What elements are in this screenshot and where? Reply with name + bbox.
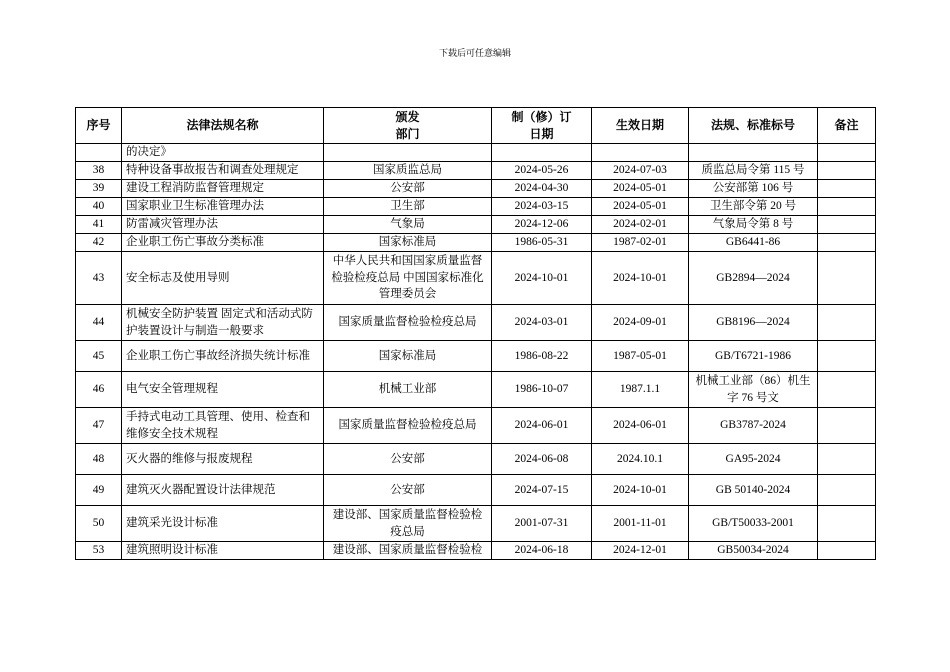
table-row (76, 341, 876, 372)
cell-name: 建筑采光设计标准 (122, 506, 324, 542)
cell-code: GB50034-2024 (689, 542, 818, 560)
cell-dept: 国家标准局 (324, 234, 492, 252)
cell-code: 卫生部令第 20 号 (689, 198, 818, 216)
table-row (76, 305, 876, 341)
cell-code (689, 144, 818, 162)
cell-code: GB8196—2024 (689, 305, 818, 341)
col-header-date-line1: 制（修）订 (511, 110, 572, 124)
cell-effective: 2024-12-01 (592, 542, 689, 560)
cell-name: 企业职工伤亡事故经济损失统计标准 (122, 341, 324, 372)
cell-made: 2024-03-01 (492, 305, 592, 341)
cell-seq: 49 (76, 475, 122, 506)
cell-effective: 2024-10-01 (592, 475, 689, 506)
cell-made: 2024-06-01 (492, 408, 592, 444)
cell-seq: 48 (76, 444, 122, 475)
cell-dept: 公安部 (324, 444, 492, 475)
cell-effective: 2024-10-01 (592, 252, 689, 305)
cell-name: 建筑灭火器配置设计法律规范 (122, 475, 324, 506)
col-header-made-date (492, 108, 592, 144)
cell-note (818, 444, 876, 475)
cell-effective: 2024-05-01 (592, 180, 689, 198)
cell-note (818, 475, 876, 506)
header-note: 下载后可任意编辑 (438, 48, 511, 58)
cell-name: 防雷减灾管理办法 (122, 216, 324, 234)
cell-made: 2024-07-15 (492, 475, 592, 506)
cell-made: 2024-04-30 (492, 180, 592, 198)
cell-code: GB2894—2024 (689, 252, 818, 305)
cell-note (818, 305, 876, 341)
table-row (76, 408, 876, 444)
cell-dept: 国家质监总局 (324, 162, 492, 180)
cell-note (818, 198, 876, 216)
cell-effective: 1987.1.1 (592, 372, 689, 408)
cell-dept: 国家标准局 (324, 341, 492, 372)
cell-name: 国家职业卫生标准管理办法 (122, 198, 324, 216)
cell-code: 气象局令第 8 号 (689, 216, 818, 234)
col-header-seq: 序号 (76, 108, 122, 144)
cell-seq: 40 (76, 198, 122, 216)
cell-note (818, 162, 876, 180)
cell-code: 机械工业部（86）机生字 76 号文 (689, 372, 818, 408)
cell-note (818, 216, 876, 234)
col-header-name: 法律法规名称 (122, 108, 324, 144)
cell-effective: 1987-02-01 (592, 234, 689, 252)
cell-dept: 中华人民共和国国家质量监督检验检疫总局 中国国家标准化管理委员会 (324, 252, 492, 305)
table-row (76, 372, 876, 408)
cell-made: 2024-03-15 (492, 198, 592, 216)
cell-note (818, 234, 876, 252)
cell-code: GB/T6721-1986 (689, 341, 818, 372)
cell-seq: 53 (76, 542, 122, 560)
table-row (76, 475, 876, 506)
table-header-row (76, 108, 876, 144)
table-row (76, 216, 876, 234)
cell-seq: 50 (76, 506, 122, 542)
cell-made (492, 144, 592, 162)
cell-dept: 气象局 (324, 216, 492, 234)
cell-made: 1986-05-31 (492, 234, 592, 252)
cell-seq: 47 (76, 408, 122, 444)
col-header-dept (324, 108, 492, 144)
cell-name: 特种设备事故报告和调查处理规定 (122, 162, 324, 180)
table-row (76, 444, 876, 475)
cell-effective: 2024-09-01 (592, 305, 689, 341)
cell-code: 质监总局令第 115 号 (689, 162, 818, 180)
cell-made: 2024-06-08 (492, 444, 592, 475)
cell-seq: 44 (76, 305, 122, 341)
cell-seq: 38 (76, 162, 122, 180)
cell-note (818, 372, 876, 408)
cell-made: 2024-12-06 (492, 216, 592, 234)
cell-code: 公安部第 106 号 (689, 180, 818, 198)
cell-note (818, 542, 876, 560)
cell-effective: 1987-05-01 (592, 341, 689, 372)
cell-code: GB 50140-2024 (689, 475, 818, 506)
cell-name: 灭火器的维修与报废规程 (122, 444, 324, 475)
cell-note (818, 252, 876, 305)
cell-effective: 2024-05-01 (592, 198, 689, 216)
cell-note (818, 341, 876, 372)
cell-dept: 公安部 (324, 180, 492, 198)
cell-name: 机械安全防护装置 固定式和活动式防护装置设计与制造一般要求 (122, 305, 324, 341)
col-header-code: 法规、标准标号 (689, 108, 818, 144)
cell-dept: 卫生部 (324, 198, 492, 216)
table-row (76, 144, 876, 162)
cell-name: 手持式电动工具管理、使用、检查和维修安全技术规程 (122, 408, 324, 444)
cell-name: 的决定》 (122, 144, 324, 162)
table-row (76, 180, 876, 198)
regulations-table (75, 107, 876, 560)
table-row (76, 162, 876, 180)
cell-note (818, 180, 876, 198)
cell-made: 1986-08-22 (492, 341, 592, 372)
col-header-note: 备注 (818, 108, 876, 144)
table-row (76, 234, 876, 252)
cell-effective: 2024-06-01 (592, 408, 689, 444)
table-row (76, 542, 876, 560)
cell-code: GB6441-86 (689, 234, 818, 252)
cell-seq (76, 144, 122, 162)
cell-name: 安全标志及使用导则 (122, 252, 324, 305)
cell-note (818, 408, 876, 444)
cell-code: GA95-2024 (689, 444, 818, 475)
cell-seq: 45 (76, 341, 122, 372)
col-header-dept-line1: 颁发 (395, 110, 420, 124)
cell-seq: 39 (76, 180, 122, 198)
cell-seq: 41 (76, 216, 122, 234)
cell-seq: 42 (76, 234, 122, 252)
cell-dept: 公安部 (324, 475, 492, 506)
cell-dept: 国家质量监督检验检疫总局 (324, 408, 492, 444)
cell-dept: 建设部、国家质量监督检验检 (324, 542, 492, 560)
col-header-dept-line2: 部门 (395, 126, 420, 141)
cell-dept: 国家质量监督检验检疫总局 (324, 305, 492, 341)
col-header-effective: 生效日期 (592, 108, 689, 144)
cell-effective: 2024.10.1 (592, 444, 689, 475)
cell-seq: 46 (76, 372, 122, 408)
cell-name: 企业职工伤亡事故分类标准 (122, 234, 324, 252)
cell-code: GB/T50033-2001 (689, 506, 818, 542)
cell-note (818, 144, 876, 162)
cell-name: 建设工程消防监督管理规定 (122, 180, 324, 198)
cell-effective (592, 144, 689, 162)
table-row (76, 198, 876, 216)
cell-made: 2024-06-18 (492, 542, 592, 560)
cell-dept (324, 144, 492, 162)
cell-made: 2001-07-31 (492, 506, 592, 542)
cell-made: 1986-10-07 (492, 372, 592, 408)
cell-dept: 建设部、国家质量监督检验检疫总局 (324, 506, 492, 542)
cell-code: GB3787-2024 (689, 408, 818, 444)
cell-made: 2024-10-01 (492, 252, 592, 305)
cell-note (818, 506, 876, 542)
cell-made: 2024-05-26 (492, 162, 592, 180)
table-row (76, 252, 876, 305)
cell-name: 电气安全管理规程 (122, 372, 324, 408)
cell-effective: 2024-07-03 (592, 162, 689, 180)
cell-name: 建筑照明设计标准 (122, 542, 324, 560)
cell-effective: 2001-11-01 (592, 506, 689, 542)
cell-effective: 2024-02-01 (592, 216, 689, 234)
table-row (76, 506, 876, 542)
col-header-date-line2: 日期 (529, 126, 554, 141)
cell-dept: 机械工业部 (324, 372, 492, 408)
cell-seq: 43 (76, 252, 122, 305)
